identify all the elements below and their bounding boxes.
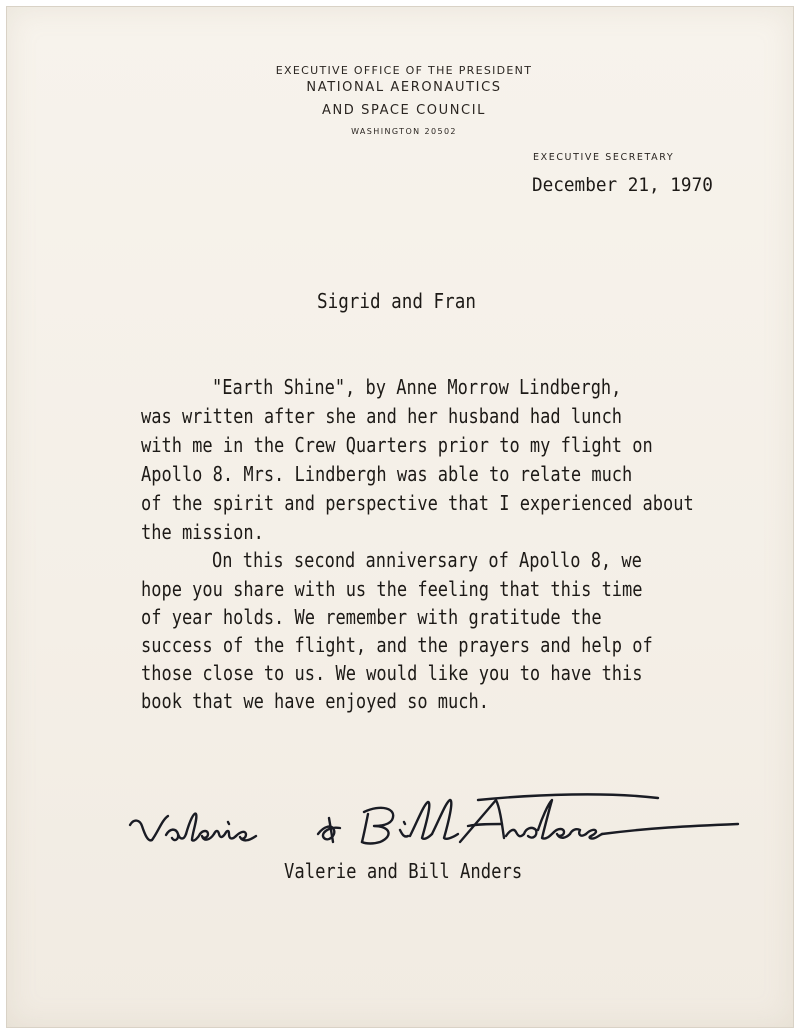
body-line: book that we have enjoyed so much. [141,689,489,713]
body-line: of year holds. We remember with gratitude the [141,605,602,629]
body-line: success of the flight, and the prayers and help of [141,633,653,657]
signed-name: Valerie and Bill Anders [284,859,523,883]
body-line: was written after she and her husband had lunch [141,404,623,428]
body-line: the mission. [141,520,264,544]
letterhead-space-council: AND SPACE COUNCIL [321,103,486,118]
body-line: hope you share with us the feeling that this time [141,577,643,601]
handwritten-signature [128,790,748,860]
letterhead-aeronautics: NATIONAL AERONAUTICS [306,80,502,95]
body-line: of the spirit and perspective that I experienced about [141,491,694,515]
body-line: those close to us. We would like you to have this [141,661,643,685]
executive-secretary-label: EXECUTIVE SECRETARY [533,152,675,163]
body-line: "Earth Shine", by Anne Morrow Lindbergh, [212,375,622,399]
salutation: Sigrid and Fran [317,289,476,313]
body-line: with me in the Crew Quarters prior to my flight on [141,433,653,457]
letterhead-office: EXECUTIVE OFFICE OF THE PRESIDENT [275,64,533,77]
body-line: On this second anniversary of Apollo 8, we [212,548,642,572]
letter-date: December 21, 1970 [532,174,713,196]
letterhead-address: WASHINGTON 20502 [351,127,457,136]
body-line: Apollo 8. Mrs. Lindbergh was able to relate much [141,462,633,486]
